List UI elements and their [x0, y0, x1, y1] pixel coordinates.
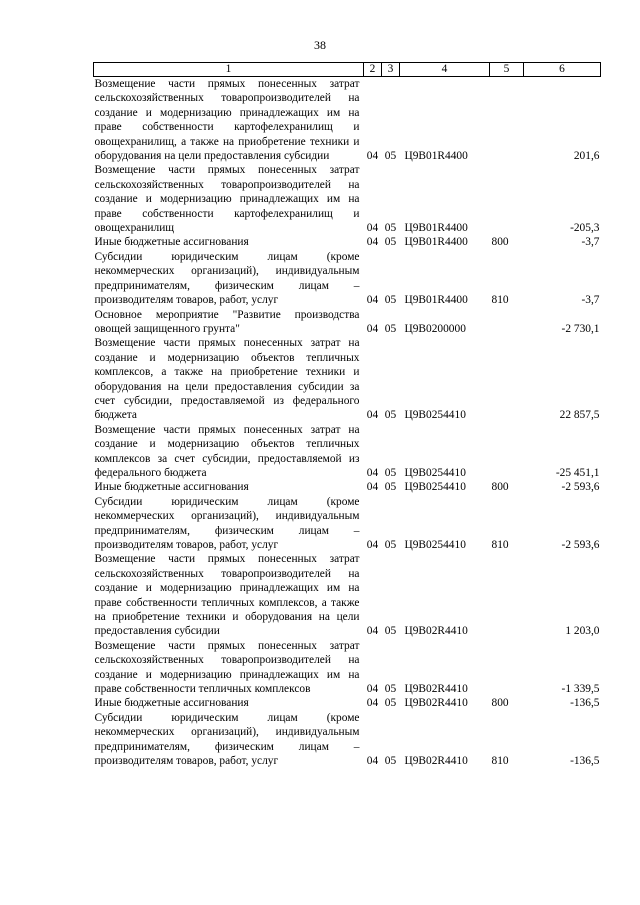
row-target-article: Ц9В0254410	[404, 409, 466, 422]
column-header-4: 4	[400, 63, 490, 77]
column-header-1: 1	[94, 63, 364, 77]
row-description: Иные бюджетные ассигнования	[94, 697, 249, 710]
row-description: Основное мероприятие "Развитие производства овощей защищенного грунта"	[94, 308, 360, 335]
row-subsection: 05	[384, 625, 397, 638]
row-subsection: 05	[384, 322, 397, 335]
table-row	[94, 639, 601, 697]
table-row	[94, 423, 601, 481]
row-target-article: Ц9В02R4410	[404, 755, 468, 768]
row-amount: -25 451,1	[555, 466, 600, 479]
table-row	[94, 336, 601, 422]
budget-table	[93, 62, 601, 769]
table-row	[94, 308, 601, 337]
row-amount: -2 593,6	[561, 481, 600, 494]
row-expense-type: 810	[491, 755, 509, 768]
row-amount: 22 857,5	[559, 409, 600, 422]
row-expense-type	[490, 639, 524, 697]
row-section: 04	[366, 697, 379, 710]
column-header-2: 2	[364, 63, 382, 77]
row-description: Субсидии юридическим лицам (кроме некоммерческих организаций), индивидуальным предпринимателям, физическим лицам – производителям товаров, работ, услуг	[94, 250, 360, 307]
row-expense-type	[490, 336, 524, 422]
row-target-article: Ц9В0254410	[404, 466, 466, 479]
column-header-6: 6	[524, 63, 601, 77]
row-subsection: 05	[384, 539, 397, 551]
column-header-3: 3	[382, 63, 400, 77]
row-amount: -136,5	[570, 755, 600, 768]
row-subsection: 05	[384, 466, 397, 479]
row-target-article: Ц9В01R4400	[404, 150, 468, 163]
row-amount: -3,7	[581, 294, 600, 307]
table-row	[94, 711, 601, 769]
table-row	[94, 235, 601, 249]
row-section: 04	[366, 150, 379, 163]
row-description: Иные бюджетные ассигнования	[94, 236, 249, 249]
row-expense-type	[490, 163, 524, 235]
row-target-article: Ц9В0254410	[404, 481, 466, 494]
row-description: Субсидии юридическим лицам (кроме некоммерческих организаций), индивидуальным предпринимателям, физическим лицам – производителям товаров, работ, услуг	[94, 711, 360, 768]
row-description: Возмещение части прямых понесенных затрат сельскохозяйственных товаропроизводителей на создание и модернизацию принадлежащих им на праве собственности тепличных комплексов	[94, 639, 360, 696]
row-amount: -136,5	[570, 697, 600, 710]
row-section: 04	[366, 236, 379, 249]
row-target-article: Ц9В02R4410	[404, 683, 468, 696]
row-description: Возмещение части прямых понесенных затрат на создание и модернизацию объектов тепличных комплексов, а также на приобретение техники и оборудования на цели предоставления субсидии за счет субсидии, предоставляемой из федерального бюджета	[94, 337, 360, 422]
row-section: 04	[366, 294, 379, 307]
row-section: 04	[366, 683, 379, 696]
row-subsection: 05	[384, 236, 397, 249]
row-expense-type: 800	[491, 481, 509, 494]
row-subsection: 05	[384, 150, 397, 163]
row-target-article: Ц9В02R4410	[404, 697, 468, 710]
row-section: 04	[366, 409, 379, 422]
row-amount: -205,3	[570, 222, 600, 235]
row-subsection: 05	[384, 409, 397, 422]
header-row	[94, 63, 601, 77]
row-expense-type: 800	[491, 236, 509, 249]
table-row	[94, 77, 601, 164]
row-target-article: Ц9В02R4410	[404, 625, 468, 638]
row-section: 04	[366, 322, 379, 335]
row-description: Возмещение части прямых понесенных затрат на создание и модернизацию объектов тепличных комплексов за счет субсидии, предоставляемой из федерального бюджета	[94, 423, 360, 479]
row-amount: 201,6	[573, 150, 600, 163]
table-row	[94, 480, 601, 494]
row-amount: 1 203,0	[565, 625, 600, 638]
row-subsection: 05	[384, 294, 397, 307]
table-row	[94, 495, 601, 553]
row-section: 04	[366, 539, 379, 551]
row-amount: -2 730,1	[561, 322, 600, 335]
row-description: Субсидии юридическим лицам (кроме некоммерческих организаций), индивидуальным предпринимателям, физическим лицам – производителям товаров, работ, услуг	[94, 495, 360, 551]
row-target-article: Ц9В01R4400	[404, 294, 468, 307]
row-target-article: Ц9В01R4400	[404, 222, 468, 235]
row-expense-type	[490, 552, 524, 638]
row-target-article: Ц9В0200000	[404, 322, 466, 335]
row-subsection: 05	[384, 755, 397, 768]
table-row	[94, 163, 601, 235]
row-subsection: 05	[384, 222, 397, 235]
row-amount: -2 593,6	[561, 539, 600, 551]
row-section: 04	[366, 755, 379, 768]
row-description: Возмещение части прямых понесенных затрат сельскохозяйственных товаропроизводителей на создание и модернизацию принадлежащих им на праве собственности картофелехранилищ и овощехранилищ, а также на приобретение техники и оборудования на цели предоставления субсидии	[94, 78, 360, 163]
row-expense-type: 810	[491, 539, 509, 551]
row-amount: -1 339,5	[561, 683, 600, 696]
row-expense-type	[490, 423, 524, 481]
row-description: Иные бюджетные ассигнования	[94, 481, 249, 494]
row-target-article: Ц9В0254410	[404, 539, 466, 551]
row-section: 04	[366, 222, 379, 235]
row-target-article: Ц9В01R4400	[404, 236, 468, 249]
row-section: 04	[366, 625, 379, 638]
row-subsection: 05	[384, 683, 397, 696]
table-row	[94, 696, 601, 710]
row-subsection: 05	[384, 481, 397, 494]
row-expense-type	[490, 308, 524, 337]
row-section: 04	[366, 466, 379, 479]
row-subsection: 05	[384, 697, 397, 710]
row-expense-type: 800	[491, 697, 509, 710]
row-description: Возмещение части прямых понесенных затрат сельскохозяйственных товаропроизводителей на создание и модернизацию принадлежащих им на праве собственности картофелехранилищ и овощехранилищ	[94, 164, 360, 235]
table-row	[94, 552, 601, 638]
row-amount: -3,7	[581, 236, 600, 249]
table-row	[94, 250, 601, 308]
row-description: Возмещение части прямых понесенных затрат сельскохозяйственных товаропроизводителей на создание и модернизацию принадлежащих им на праве собственности тепличных комплексов, а также на приобретение техники и оборудования на цели предоставления субсидии	[94, 553, 360, 638]
page-number: 38	[314, 38, 326, 52]
row-expense-type: 810	[491, 294, 509, 307]
row-expense-type	[490, 77, 524, 164]
row-section: 04	[366, 481, 379, 494]
column-header-5: 5	[490, 63, 524, 77]
